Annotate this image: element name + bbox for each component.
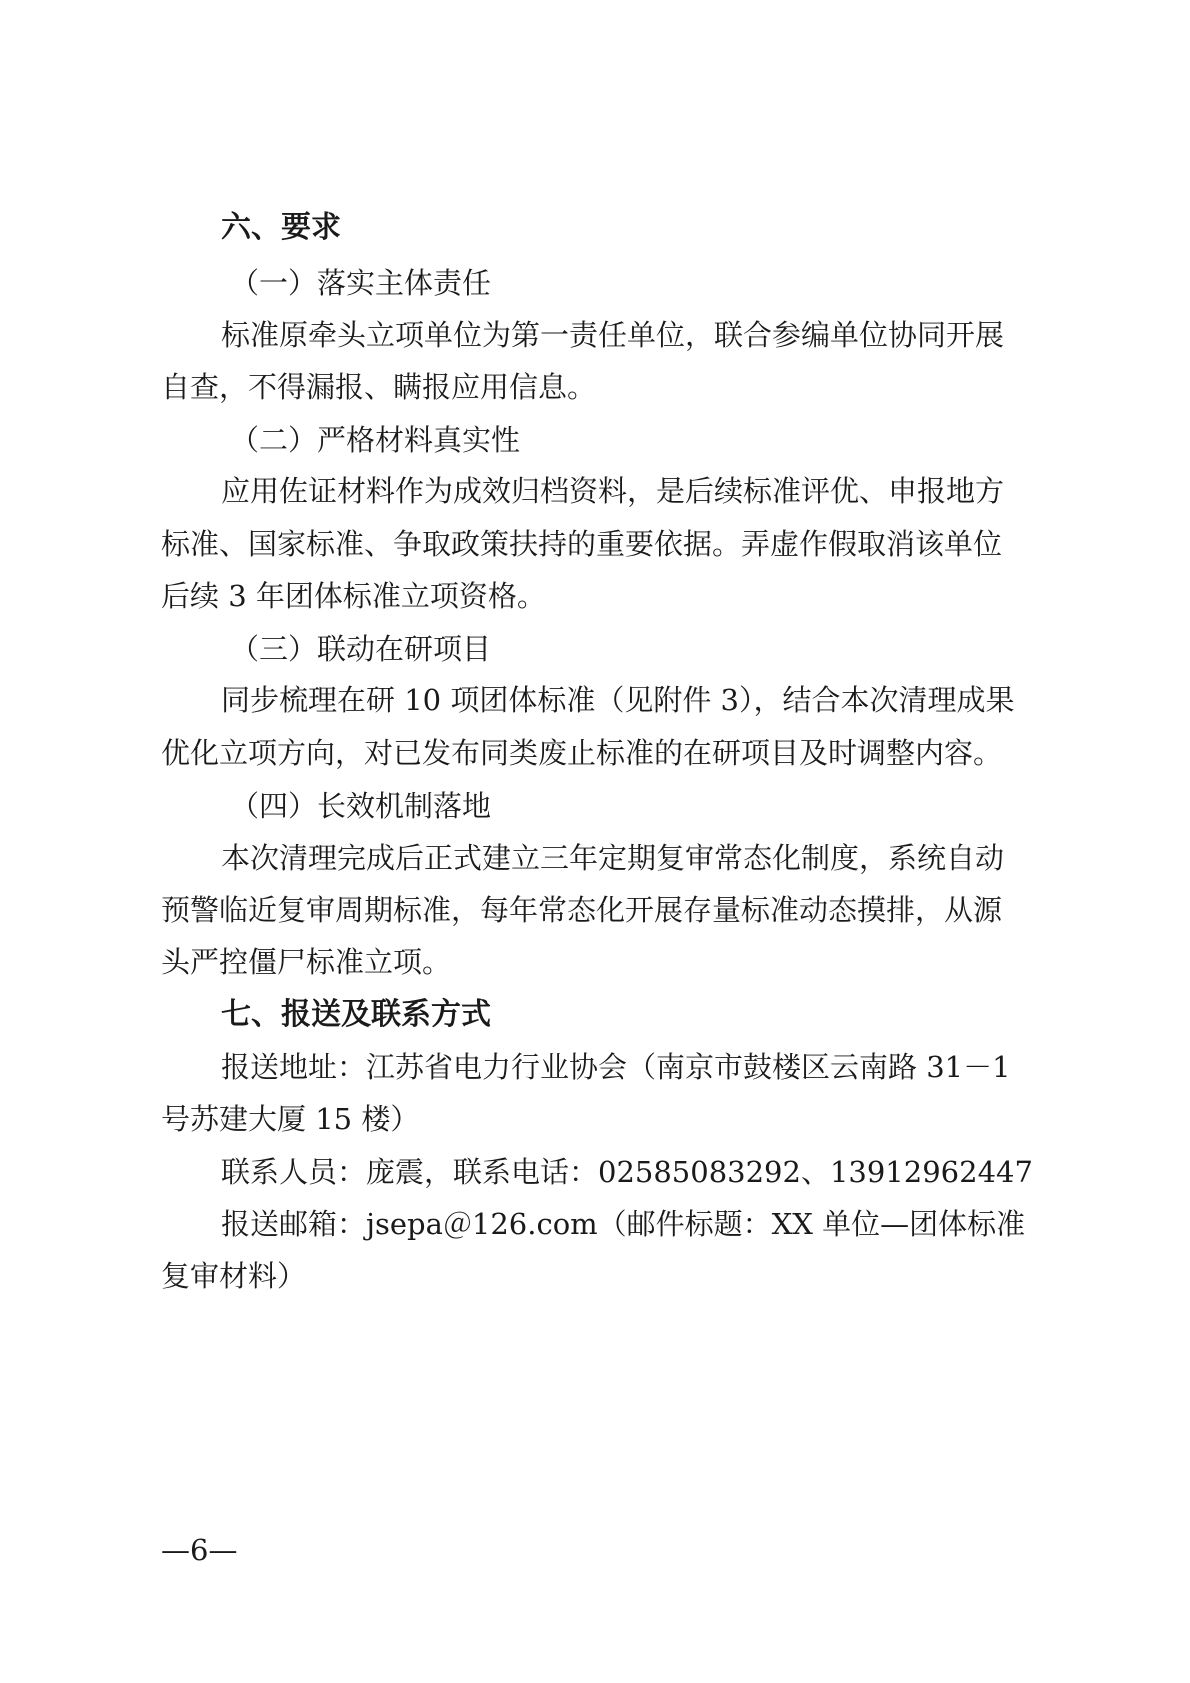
paragraph-line [0, 838, 1190, 878]
text-line: 优化立项方向，对已发布同类废止标准的在研项目及时调整内容。 [161, 736, 1003, 770]
paragraph-line [0, 1047, 1190, 1087]
paragraph-line: 号苏建大厦 15 楼） [161, 1102, 420, 1136]
text-line: 标准原牵头立项单位为第一责任单位，联合参编单位协同开展 [221, 318, 1005, 352]
text-line: 本次清理完成后正式建立三年定期复审常态化制度，系统自动 [221, 841, 1005, 875]
paragraph-line: 后续 3 年团体标准立项资格。 [161, 579, 546, 613]
paragraph-line [0, 524, 1190, 564]
email-line: 报送邮箱：jsepa＠126.com（邮件标题：XX 单位—团体标准 [221, 1207, 1026, 1241]
subheading-responsibility: （一）落实主体责任 [230, 266, 492, 300]
page-number: —6— [161, 1533, 238, 1567]
contact-line: 联系人员：庞震，联系电话：02585083292、13912962447 [221, 1155, 1033, 1189]
paragraph-line [0, 890, 1190, 930]
paragraph-line [0, 471, 1190, 511]
paragraph-line [0, 680, 1190, 720]
text-line: 预警临近复审周期标准，每年常态化开展存量标准动态摸排，从源 [161, 893, 1003, 927]
subheading-long-term-mechanism: （四）长效机制落地 [230, 789, 492, 823]
paragraph-line: 自查，不得漏报、瞒报应用信息。 [161, 370, 597, 404]
section-heading-requirements: 六、要求 [221, 210, 341, 245]
text-line: 应用佐证材料作为成效归档资料，是后续标准评优、申报地方 [221, 474, 1005, 508]
text-line: 同步梳理在研 10 项团体标准（见附件 3），结合本次清理成果 [221, 683, 1015, 717]
paragraph-line: 头严控僵尸标准立项。 [161, 945, 452, 979]
section-heading-submission-contact: 七、报送及联系方式 [221, 997, 491, 1032]
subheading-linked-projects: （三）联动在研项目 [230, 632, 492, 666]
address-line: 报送地址：江苏省电力行业协会（南京市鼓楼区云南路 31－1 [221, 1050, 1011, 1084]
subheading-authenticity: （二）严格材料真实性 [230, 423, 521, 457]
paragraph-line: 复审材料） [161, 1259, 307, 1293]
paragraph-line [0, 1204, 1190, 1244]
text-line: 标准、国家标准、争取政策扶持的重要依据。弄虚作假取消该单位 [161, 527, 1003, 561]
paragraph-line [0, 315, 1190, 355]
paragraph-line [0, 733, 1190, 773]
